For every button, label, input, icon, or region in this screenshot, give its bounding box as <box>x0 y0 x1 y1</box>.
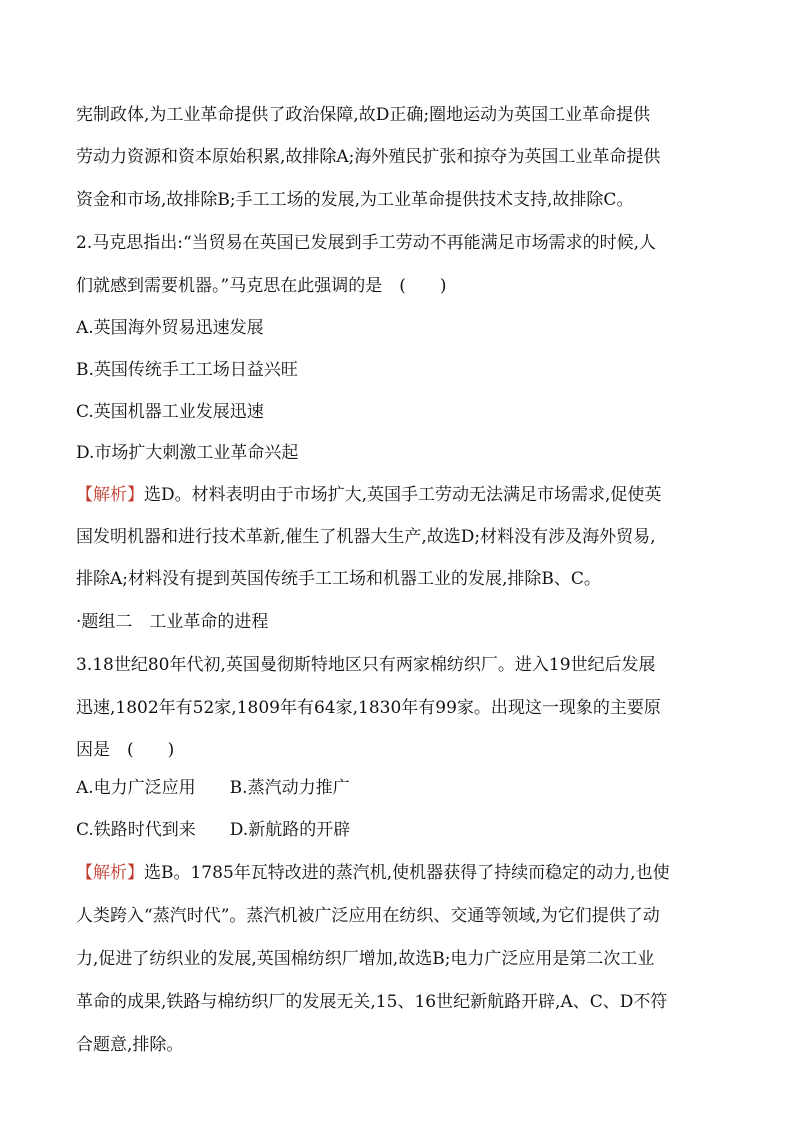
question-2-stem: 2.马克思指出:“当贸易在英国已发展到手工劳动不再能满足市场需求的时候,人 <box>76 233 657 253</box>
text-line: 资金和市场,故排除B;手工工场的发展,为工业革命提供技术支持,故排除C。 <box>76 190 634 210</box>
question-3-stem: 因是 ( ) <box>76 740 175 760</box>
answer-tag: 【解析】 <box>76 485 144 505</box>
answer-3-line: 力,促进了纺织业的发展,英国棉纺织厂增加,故选B;电力广泛应用是第二次工业 <box>76 949 655 969</box>
question-2-stem: 们就感到需要机器。”马克思在此强调的是 ( ) <box>76 276 447 296</box>
answer-2-line <box>76 484 726 506</box>
question-2-option-b: B.英国传统手工工场日益兴旺 <box>76 360 298 380</box>
question-3-stem: 迅速,1802年有52家,1809年有64家,1830年有99家。出现这一现象的主要原 <box>76 698 661 718</box>
answer-3-line: 人类跨入“蒸汽时代”。蒸汽机被广泛应用在纺织、交通等领域,为它们提供了动 <box>76 906 660 926</box>
answer-3-line: 合题意,排除。 <box>76 1035 184 1055</box>
question-2-option-a: A.英国海外贸易迅速发展 <box>76 318 264 338</box>
answer-3-line <box>76 862 726 884</box>
text-line: 宪制政体,为工业革命提供了政治保障,故D正确;圈地运动为英国工业革命提供 <box>76 105 651 125</box>
answer-text: 选D。材料表明由于市场扩大,英国手工劳动无法满足市场需求,促使英 <box>144 485 662 505</box>
question-3-options-ab: A.电力广泛应用 B.蒸汽动力推广 <box>76 778 350 798</box>
section-heading: ·题组二 工业革命的进程 <box>76 612 269 632</box>
text-line: 劳动力资源和资本原始积累,故排除A;海外殖民扩张和掠夺为英国工业革命提供 <box>76 147 661 167</box>
question-3-options-cd: C.铁路时代到来 D.新航路的开辟 <box>76 820 351 840</box>
question-2-option-d: D.市场扩大刺激工业革命兴起 <box>76 443 299 463</box>
question-3-stem: 3.18世纪80年代初,英国曼彻斯特地区只有两家棉纺织厂。进入19世纪后发展 <box>76 655 656 675</box>
answer-text: 选B。1785年瓦特改进的蒸汽机,使机器获得了持续而稳定的动力,也使 <box>144 863 670 883</box>
answer-2-line: 排除A;材料没有提到英国传统手工工场和机器工业的发展,排除B、C。 <box>76 569 601 589</box>
answer-3-line: 革命的成果,铁路与棉纺织厂的发展无关,15、16世纪新航路开辟,A、C、D不符 <box>76 992 668 1012</box>
question-2-option-c: C.英国机器工业发展迅速 <box>76 402 264 422</box>
answer-tag: 【解析】 <box>76 863 144 883</box>
answer-2-line: 国发明机器和进行技术革新,催生了机器大生产,故选D;材料没有涉及海外贸易, <box>76 527 656 547</box>
